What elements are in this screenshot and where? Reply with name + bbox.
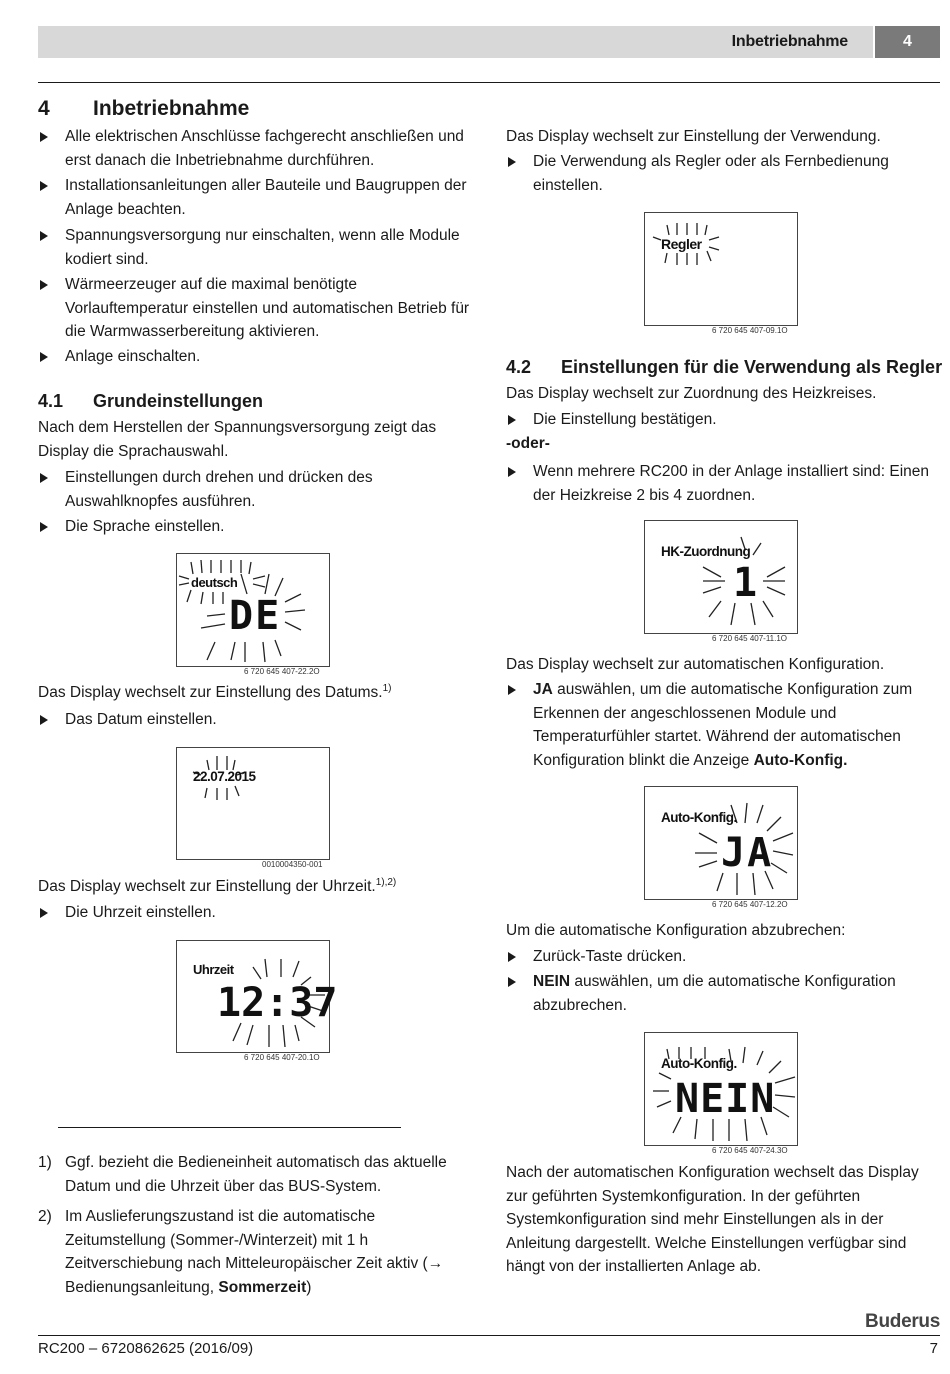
auto-config-text: Das Display wechselt zur automatischen Konfiguration. — [506, 656, 885, 673]
footnote-rule — [58, 1127, 401, 1128]
brand-logo: Buderus — [865, 1311, 940, 1332]
display-small-text: Auto-Konfig. — [661, 810, 737, 825]
section-4-bullet-1: Alle elektrischen Anschlüsse fachgerecht anschließen und erst danach die Inbetriebnahme durchführen. — [38, 125, 474, 172]
abort-bullet-2-text: auswählen, um die automatische Konfiguration abzubrechen. — [533, 973, 896, 1014]
page-number: 7 — [929, 1340, 938, 1357]
display-small-text: HK-Zuordnung — [661, 544, 751, 559]
section-41-heading — [38, 389, 263, 413]
display-small-text: deutsch — [191, 575, 238, 590]
display-auto-ja-figure — [644, 786, 798, 900]
footer-doc-id: RC200 – 6720862625 (2016/09) — [38, 1340, 254, 1357]
footnote-text: Ggf. bezieht die Bedieneinheit automatisch das aktuelle Datum und die Uhrzeit über das BUS-System. — [65, 1154, 447, 1195]
figure-code: 6 720 645 407-22.2O — [244, 667, 320, 676]
section-42-bullet-1: Die Einstellung bestätigen. — [506, 408, 940, 432]
display-time-figure — [176, 940, 338, 1053]
section-4-bullet-4: Wärmeerzeuger auf die maximal benötigte Vorlauftemperatur einstellen und automatischen Betrieb für die Warmwasserbereitung aktivieren. — [38, 273, 478, 344]
usage-bullet: Die Verwendung als Regler oder als Fernbedienung einstellen. — [506, 150, 940, 197]
abort-bullet-1: Zurück-Taste drücken. — [506, 945, 940, 969]
nein-label: NEIN — [533, 973, 571, 990]
auto-config-bullet-text: auswählen, um die automatische Konfiguration zum Erkennen der angeschlossenen Module und Temperaturfühler startet. Während der automatischen Konfiguration blinkt die Anzeige — [533, 681, 913, 769]
usage-text: Das Display wechselt zur Einstellung der Verwendung. — [506, 128, 881, 145]
figure-code: 0010004350-001 — [262, 860, 323, 869]
date-text-main: Das Display wechselt zur Einstellung des Datums. — [38, 684, 383, 701]
header-title: Inbetriebnahme — [731, 33, 848, 50]
section-4-title: Inbetriebnahme — [93, 97, 250, 120]
footnote-number: 1) — [38, 1154, 52, 1171]
section-42-bullet-2: Wenn mehrere RC200 in der Anlage installiert sind: Einen der Heizkreise 2 bis 4 zuordnen. — [506, 460, 940, 507]
abort-bullet-2 — [506, 970, 940, 1017]
oder-label: -oder- — [506, 435, 550, 452]
display-small-text: Auto-Konfig. — [661, 1056, 737, 1071]
section-41-title: Grundeinstellungen — [93, 391, 264, 411]
ja-label: JA — [533, 681, 553, 698]
date-bullet: Das Datum einstellen. — [38, 708, 474, 732]
footnote-2 — [38, 1205, 474, 1299]
final-text: Nach der automatischen Konfiguration wechselt das Display zur geführten Systemkonfiguration. In der geführten Systemkonfiguration sind mehr Einstellungen als in der Anleitung dargestellt. Welche Einstellungen verfügbar sind hängt von der installierten Anlage ab. — [506, 1164, 919, 1275]
auto-config-bullet — [506, 678, 940, 772]
figure-code: 6 720 645 407-09.1O — [712, 326, 788, 335]
display-big-text: 12:37 — [217, 980, 338, 1026]
display-big-text: 1 — [733, 560, 760, 606]
time-text-main: Das Display wechselt zur Einstellung der Uhrzeit. — [38, 878, 376, 895]
display-big-text: JA — [721, 830, 774, 876]
display-small-text: 22.07.2015 — [193, 769, 256, 784]
display-language-figure — [176, 553, 330, 667]
blink-rays-icon — [177, 748, 331, 861]
auto-konfig-label: Auto-Konfig. — [753, 751, 848, 769]
section-41-bullet-1: Einstellungen durch drehen und drücken des Auswahlknopfes ausführen. — [38, 466, 478, 513]
display-auto-nein-figure — [644, 1032, 798, 1146]
time-text — [38, 875, 474, 899]
date-text — [38, 681, 474, 705]
footnote-bold: Sommerzeit — [218, 1278, 307, 1296]
abort-text: Um die automatische Konfiguration abzubrechen: — [506, 922, 846, 939]
footnote-1 — [38, 1151, 474, 1198]
section-42-intro: Das Display wechselt zur Zuordnung des Heizkreises. — [506, 385, 877, 402]
section-41-intro: Nach dem Herstellen der Spannungsversorgung zeigt das Display die Sprachauswahl. — [38, 419, 437, 460]
display-date-figure — [176, 747, 330, 860]
blink-rays-icon — [645, 521, 799, 635]
section-42-heading — [506, 355, 942, 379]
header-rule — [38, 82, 940, 83]
figure-code: 6 720 645 407-11.1O — [712, 634, 788, 643]
display-circuit-figure — [644, 520, 798, 634]
footer-rule — [38, 1335, 940, 1336]
display-small-text: Regler — [661, 236, 702, 252]
arrow-right-icon: → — [427, 1255, 444, 1272]
blink-rays-icon — [645, 213, 799, 327]
date-footnote-ref: 1) — [382, 683, 392, 694]
section-41-number: 4.1 — [38, 391, 64, 411]
time-bullet: Die Uhrzeit einstellen. — [38, 901, 474, 925]
section-42-title: Einstellungen für die Verwendung als Regler — [561, 357, 943, 377]
figure-code: 6 720 645 407-20.1O — [244, 1053, 320, 1062]
section-4-bullet-2: Installationsanleitungen aller Bauteile und Baugruppen der Anlage beachten. — [38, 174, 474, 221]
footnote-text-b: Bedienungsanleitung, — [65, 1278, 219, 1296]
display-usage-figure — [644, 212, 798, 326]
header-chapter-number: 4 — [875, 26, 940, 58]
figure-code: 6 720 645 407-12.2O — [712, 900, 788, 909]
section-4-number: 4 — [38, 97, 50, 120]
display-big-text: NEIN — [675, 1076, 776, 1122]
section-4-heading — [38, 96, 249, 122]
section-42-number: 4.2 — [506, 357, 532, 377]
display-small-text: Uhrzeit — [193, 962, 234, 977]
figure-code: 6 720 645 407-24.3O — [712, 1146, 788, 1155]
section-41-bullet-2: Die Sprache einstellen. — [38, 515, 474, 539]
section-4-bullet-3: Spannungsversorgung nur einschalten, wenn alle Module kodiert sind. — [38, 224, 474, 271]
time-footnote-ref: 1),2) — [375, 877, 397, 888]
footnote-number: 2) — [38, 1208, 52, 1225]
display-big-text: DE — [229, 593, 282, 639]
footnote-text-c: ) — [306, 1278, 312, 1296]
section-4-bullet-5: Anlage einschalten. — [38, 345, 474, 369]
footnote-text-a: Im Auslieferungszustand ist die automatische Zeitumstellung (Sommer-/Winterzeit) mit 1 h Zeitverschiebung nach Mitteleuropäischer Zeit aktiv ( — [65, 1208, 428, 1272]
